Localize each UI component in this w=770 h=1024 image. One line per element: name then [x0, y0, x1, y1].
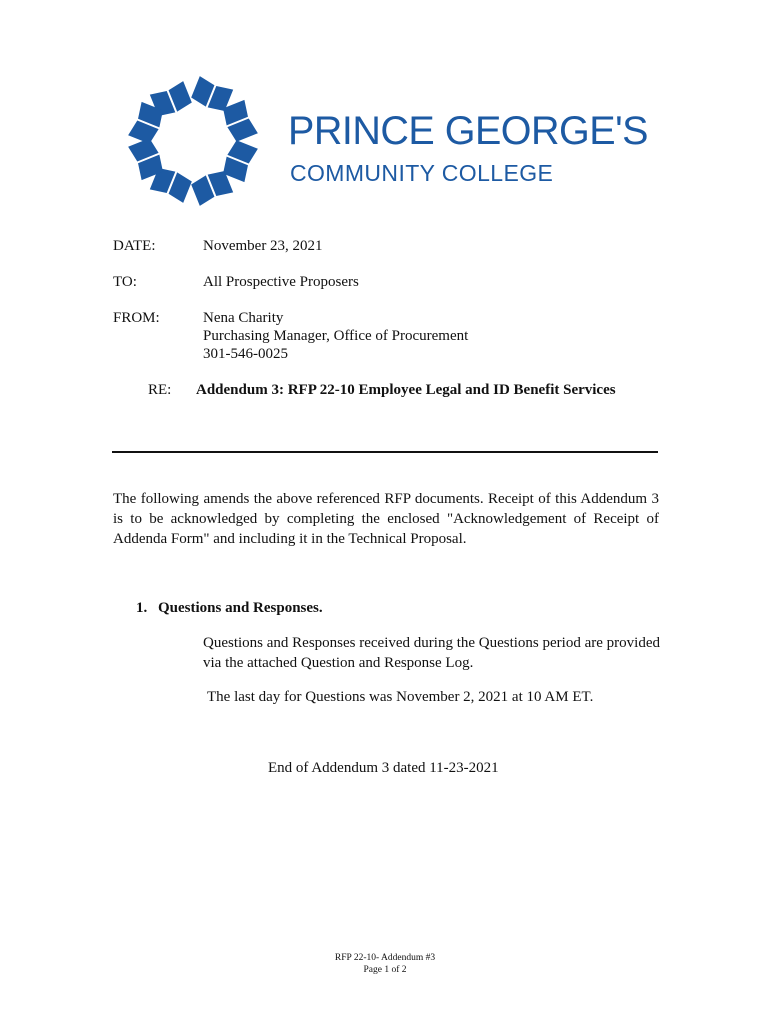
- to-value: All Prospective Proposers: [203, 274, 359, 290]
- date-label: DATE:: [113, 238, 156, 254]
- to-label: TO:: [113, 274, 137, 290]
- footer-rfp-line: RFP 22-10- Addendum #3: [334, 953, 436, 963]
- re-label: RE:: [148, 382, 172, 398]
- footer-page-number: Page 1 of 2: [363, 965, 407, 975]
- logo-college-subname: COMMUNITY COLLEGE: [290, 160, 554, 186]
- logo-college-name: PRINCE GEORGE'S: [288, 109, 648, 153]
- from-title: Purchasing Manager, Office of Procurement: [203, 328, 469, 344]
- from-label: FROM:: [113, 310, 160, 326]
- college-logo: [124, 72, 654, 207]
- re-subject-line: [196, 381, 616, 399]
- date-value: November 23, 2021: [203, 238, 323, 254]
- intro-paragraph: The following amends the above referenced RFP documents. Receipt of this Addendum 3 is to be acknowledged by completing the enclosed "Acknowledgement of Receipt of Addenda Form" and including it in the Technical Proposal.: [113, 491, 659, 547]
- section-number: 1.: [136, 600, 148, 616]
- page-footer: [0, 952, 770, 976]
- from-name: Nena Charity: [203, 310, 284, 326]
- end-of-addendum: End of Addendum 3 dated 11-23-2021: [268, 760, 499, 776]
- from-phone: 301-546-0025: [203, 346, 288, 362]
- section-heading: [136, 599, 323, 617]
- deadline-paragraph: The last day for Questions was November 2, 2021 at 10 AM ET.: [207, 689, 594, 705]
- questions-paragraph: Questions and Responses received during the Questions period are provided via the attached Question and Response Log.: [203, 635, 660, 671]
- section-title: Questions and Responses.: [158, 600, 323, 616]
- re-addendum: Addendum 3: [196, 382, 279, 398]
- re-subject: : RFP 22-10 Employee Legal and ID Benefit Services: [278, 382, 616, 398]
- book-ring-logo-icon: [124, 72, 274, 207]
- divider: [112, 451, 658, 453]
